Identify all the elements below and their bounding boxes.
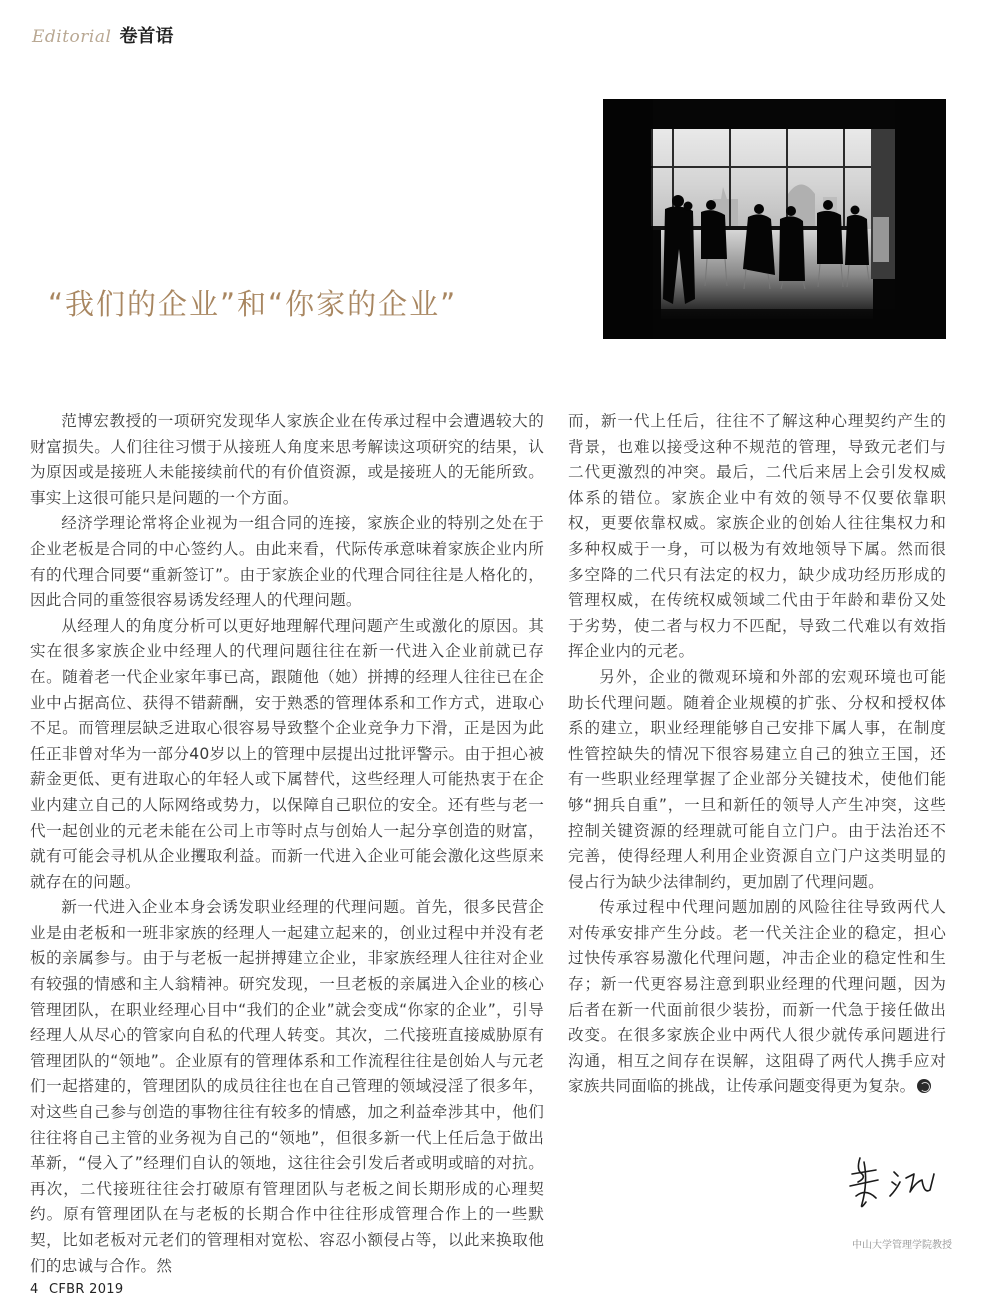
section-label-zh: 卷首语 <box>119 26 174 47</box>
paragraph: 另外，企业的微观环境和外部的宏观环境也可能助长代理问题。随着企业规模的扩张、分权和授权体系的建立，职业经理能够自己安排下属人事，在制度性管控缺失的情况下很容易建立自己的独立王国，还有一些职业经理掌握了企业部分关键技术，使他们能够“拥兵自重”，一旦和新任的领导人产生冲突，这些控制关键资源的经理就可能自立门户。由于法治还不完善，使得经理人利用企业资源自立门户这类明显的侵占行为缺少法律制约，更加剧了代理问题。 <box>568 667 946 891</box>
publication-name: CFBR 2019 <box>49 1282 124 1297</box>
article-body-right-column <box>568 409 946 1100</box>
section-header <box>32 22 173 48</box>
paragraph: 经济学理论常将企业视为一组合同的连接，家族企业的特别之处在于企业老板是合同的中心签约人。由此来看，代际传承意味着家族企业内所有的代理合同要“重新签订”。由于家族企业的代理合同往往是人格化的，因此合同的重签很容易诱发经理人的代理问题。 <box>30 514 544 610</box>
paragraph <box>568 895 946 1100</box>
page-footer <box>30 1282 123 1297</box>
paragraph: 新一代进入企业本身会诱发职业经理的代理问题。首先，很多民营企业是由老板和一班非家族的经理人一起建立起来的，创业过程中并没有老板的亲属参与。由于与老板一起拼搏建立企业，非家族经理人往往对企业有较强的情感和主人翁精神。研究发现，一旦老板的亲属进入企业的核心管理团队，在职业经理心目中“我们的企业”就会变成“你家的企业”，引导经理人从尽心的管家向自私的代理人转变。其次，二代接班直接威胁原有管理团队的“领地”。企业原有的管理体系和工作流程往往是创始人与元老们一起搭建的，管理团队的成员往往也在自己管理的领域浸淫了很多年，对这些自己参与创造的事物往往有较多的情感，加之利益牵涉其中，他们往往将自己主管的业务视为自己的“领地”，但很多新一代上任后急于做出革新，“侵入了”经理们自认的领地，这往往会引发后者或明或暗的对抗。再次，二代接班往往会打破原有管理团队与老板之间长期形成的心理契约。原有管理团队在与老板的长期合作中往往形成管理合作上的一些默契，比如老板对元老们的管理相对宽松、容忍小额侵占等，以此来换取他们的忠诚与合作。然 <box>30 898 544 1275</box>
end-of-article-mark-icon <box>917 1079 931 1093</box>
paragraph: 范博宏教授的一项研究发现华人家族企业在传承过程中会遭遇较大的财富损失。人们往往习惯于从接班人角度来思考解读这项研究的结果，认为原因或是接班人未能接续前代的有价值资源，或是接班人的无能所致。事实上这很可能只是问题的一个方面。 <box>30 412 544 507</box>
author-affiliation: 中山大学管理学院教授 <box>852 1240 952 1251</box>
meeting-silhouette-image <box>603 99 946 339</box>
paragraph: 从经理人的角度分析可以更好地理解代理问题产生或激化的原因。其实在很多家族企业中经理人的代理问题往往在新一代进入企业前就已存在。随着老一代企业家年事已高，跟随他（她）拼搏的经理人往往已在企业中占据高位、获得不错薪酬，安于熟悉的管理体系和工作方式，进取心不足。而管理层缺乏进取心很容易导致整个企业竞争力下滑，正是因为此任正非曾对华为一部分40岁以上的管理中层提出过批评警示。由于担心被薪金更低、更有进取心的年轻人或下属替代，这些经理人可能热衷于在企业内建立自己的人际网络或势力，以保障自己职位的安全。还有些与老一代一起创业的元老未能在公司上市等时点与创始人一起分享创造的财富，就有可能会寻机从企业攫取利益。而新一代进入企业可能会激化这些原来就存在的问题。 <box>30 616 544 891</box>
handwritten-signature-icon <box>846 1152 946 1212</box>
paragraph-continued: 而，新一代上任后，往往不了解这种心理契约产生的背景，也难以接受这种不规范的管理，导致元老们与二代更激烈的冲突。最后，二代后来居上会引发权威体系的错位。家族企业中有效的领导不仅要依靠职权，更要依靠权威。家族企业的创始人往往集权力和多种权威于一身，可以极为有效地领导下属。然而很多空降的二代只有法定的权力，缺少成功经历形成的管理权威，在传统权威领域二代由于年龄和辈份又处于劣势，使二者与权力不匹配，导致二代难以有效指挥企业内的元老。 <box>568 412 946 661</box>
article-body-left-column <box>30 409 544 1279</box>
paragraph-text: 传承过程中代理问题加剧的风险往往导致两代人对传承安排产生分歧。老一代关注企业的稳定，担心过快传承容易激化代理问题，冲击企业的稳定性和生存；新一代更容易注意到职业经理的代理问题，因为后者在新一代面前很少装扮，而新一代急于接任做出改变。在很多家族企业中两代人很少就传承问题进行沟通，相互之间存在误解，这阻碍了两代人携手应对家族共同面临的挑战，让传承问题变得更为复杂。 <box>568 898 946 1096</box>
page-number: 4 <box>30 1282 39 1297</box>
section-label-en: Editorial <box>32 27 112 47</box>
hero-photo <box>603 99 946 339</box>
article-title: “我们的企业”和“你家的企业” <box>48 287 458 321</box>
